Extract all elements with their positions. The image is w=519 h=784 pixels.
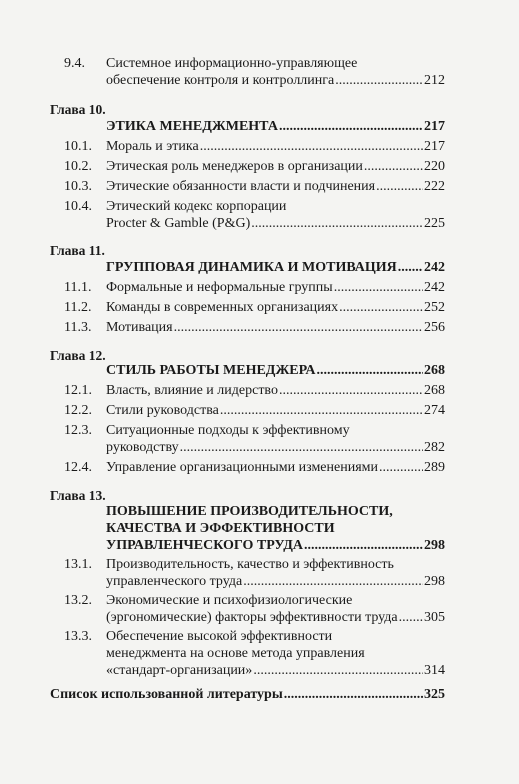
table-of-contents: 9.4. Системное информационно-управляющее обеспечение контроля и контроллинга ..... 212 Глава 10. ЭТИКА МЕНЕДЖМЕНТА ..... 217 10.1. Мораль и этика ..... 217 10.2. Этическая роль менеджеров в организации ..... 220 10.3. Этические обязанности власти и подчинения ..... 222 10.4. Этический кодекс корпорации Procter & Gamble (P&G) ..... 225 Глава 11. ГРУППОВАЯ ДИНАМИКА И МОТИВАЦИЯ ..... 242 11.1. Формальные и неформальные группы ..... 242 11.2. Команды в современных организациях ..... 252 11.3. Мотивация ..... 256 Глава 12. СТИЛЬ РАБОТЫ МЕНЕДЖЕРА ..... 268 12.1. Власть, влияние и лидерство ..... 268 12.2. Стили руководства ..... 274 12.3. Ситуационные подходы к эффективному руководству ..... 282 12.4. Управление организационными изменениями ..... 289 Глава 13. ПОВЫШЕНИЕ ПРОИЗВОДИТЕЛЬНОСТИ, КАЧЕСТВА И ЭФФЕКТИВНОСТИ УПРАВЛЕНЧЕСКОГО ТРУДА ..... 298 13.1. Производительность, качество и эффективность управленческого труда ..... 298 13.2. Экономические и психофизиологические (эргономические) факторы эффективности труда ..... 305 13.3. Обеспечение высокой эффективности менеджмента на основе метода управления «стандарт-организации» ..... 314 Список использованной литературы ..... 325 <box>0 0 519 784</box>
leader-dots <box>334 279 423 296</box>
leader-dots <box>284 686 423 703</box>
leader-dots <box>200 138 423 155</box>
page-number: 217 <box>424 119 445 134</box>
section-number: 9.4. <box>64 56 85 71</box>
page-number: 325 <box>424 687 445 702</box>
leader-dots <box>317 362 424 379</box>
leader-dots <box>279 382 423 399</box>
chapter-label-10: Глава 10. <box>50 102 106 117</box>
leader-dots <box>379 459 423 476</box>
page-number: 212 <box>424 73 445 88</box>
leader-dots <box>220 402 423 419</box>
toc-entry-references: Список использованной литературы ..... 325 <box>50 686 445 703</box>
leader-dots <box>364 158 423 175</box>
leader-dots <box>243 573 423 590</box>
chapter-label-11: Глава 11. <box>50 243 105 258</box>
entry-line: обеспечение контроля и контроллинга ..... 212 <box>106 72 445 89</box>
leader-dots <box>399 609 423 626</box>
leader-dots <box>180 439 423 456</box>
leader-dots <box>279 118 423 135</box>
leader-dots <box>376 178 423 195</box>
chapter-label-13: Глава 13. <box>50 488 106 503</box>
leader-dots <box>304 537 423 554</box>
leader-dots <box>251 215 423 232</box>
leader-dots <box>174 319 423 336</box>
leader-dots <box>398 259 423 276</box>
chapter-label-12: Глава 12. <box>50 348 106 363</box>
leader-dots <box>339 299 423 316</box>
leader-dots <box>335 72 423 89</box>
leader-dots <box>253 662 423 679</box>
entry-line: Системное информационно-управляющее <box>106 56 358 71</box>
